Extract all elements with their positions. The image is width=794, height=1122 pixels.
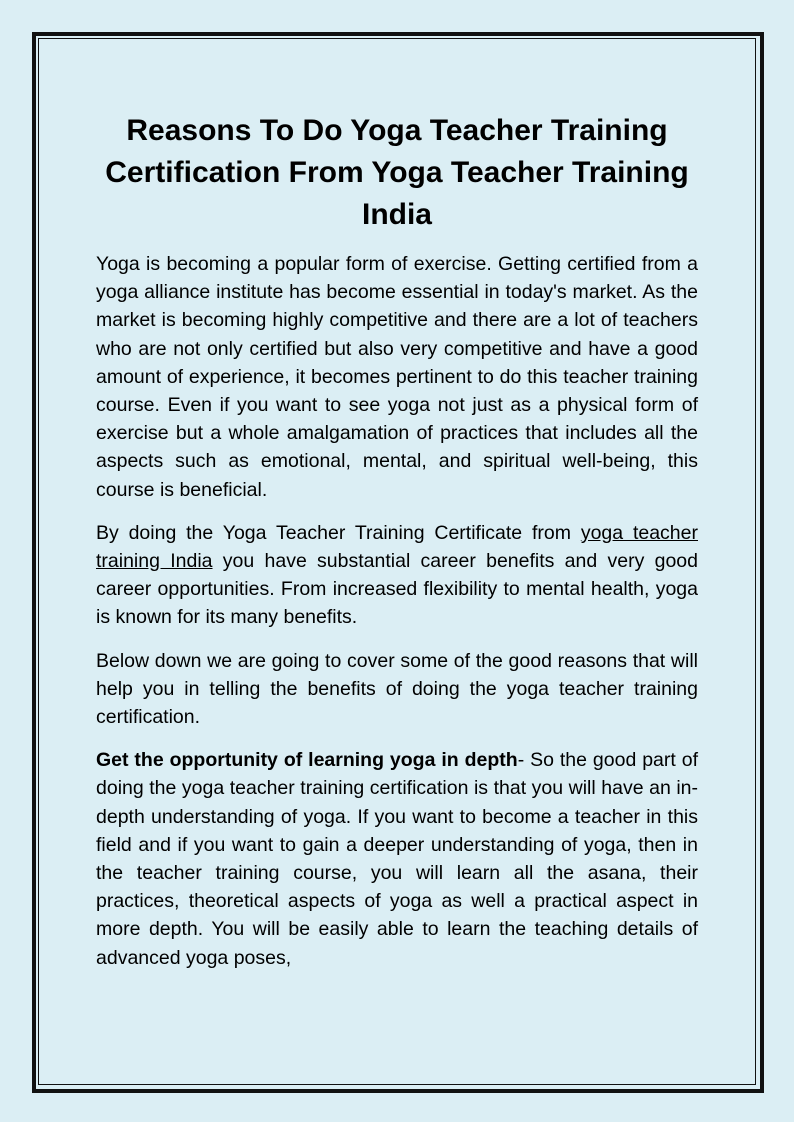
intro-paragraph: Yoga is becoming a popular form of exercise. Getting certified from a yoga alliance institute has become essential in today's market. As the market is becoming highly competitive and there are a lot of teachers who are not only certified but also very competitive and have a good amount of experience, it becomes pertinent to do this teacher training course. Even if you want to see yoga not just as a physical form of exercise but a whole amalgamation of practices that includes all the aspects such as emotional, mental, and spiritual well-being, this course is beneficial. [96, 253, 698, 501]
document-title: Reasons To Do Yoga Teacher Training Certification From Yoga Teacher Training India [105, 114, 689, 231]
yoga-teacher-training-india-link[interactable]: yoga teacher training India [96, 521, 698, 573]
document-body [96, 110, 698, 987]
paragraph-text-before-link: By doing the Yoga Teacher Training Certificate from [96, 521, 581, 544]
section-text: - So the good part of doing the yoga teacher training certification is that you will have an in-depth understanding of yoga. If you want to become a teacher in this field and if you want to gain a deeper understanding of yoga, then in the teacher training course, you will learn all the asana, their practices, theoretical aspects of yoga as well a practical aspect in more depth. You will be easily able to learn the teaching details of advanced yoga poses, [96, 749, 698, 969]
learning-in-depth-paragraph [96, 746, 698, 972]
section-heading: Get the opportunity of learning yoga in depth [96, 749, 518, 772]
career-benefits-paragraph [96, 519, 698, 632]
reasons-intro-paragraph: Below down we are going to cover some of the good reasons that will help you in telling the benefits of doing the yoga teacher training certification. [96, 649, 698, 729]
paragraph-text-after-link: you have substantial career benefits and very good career opportunities. From increased flexibility to mental health, yoga is known for its many benefits. [96, 550, 698, 629]
